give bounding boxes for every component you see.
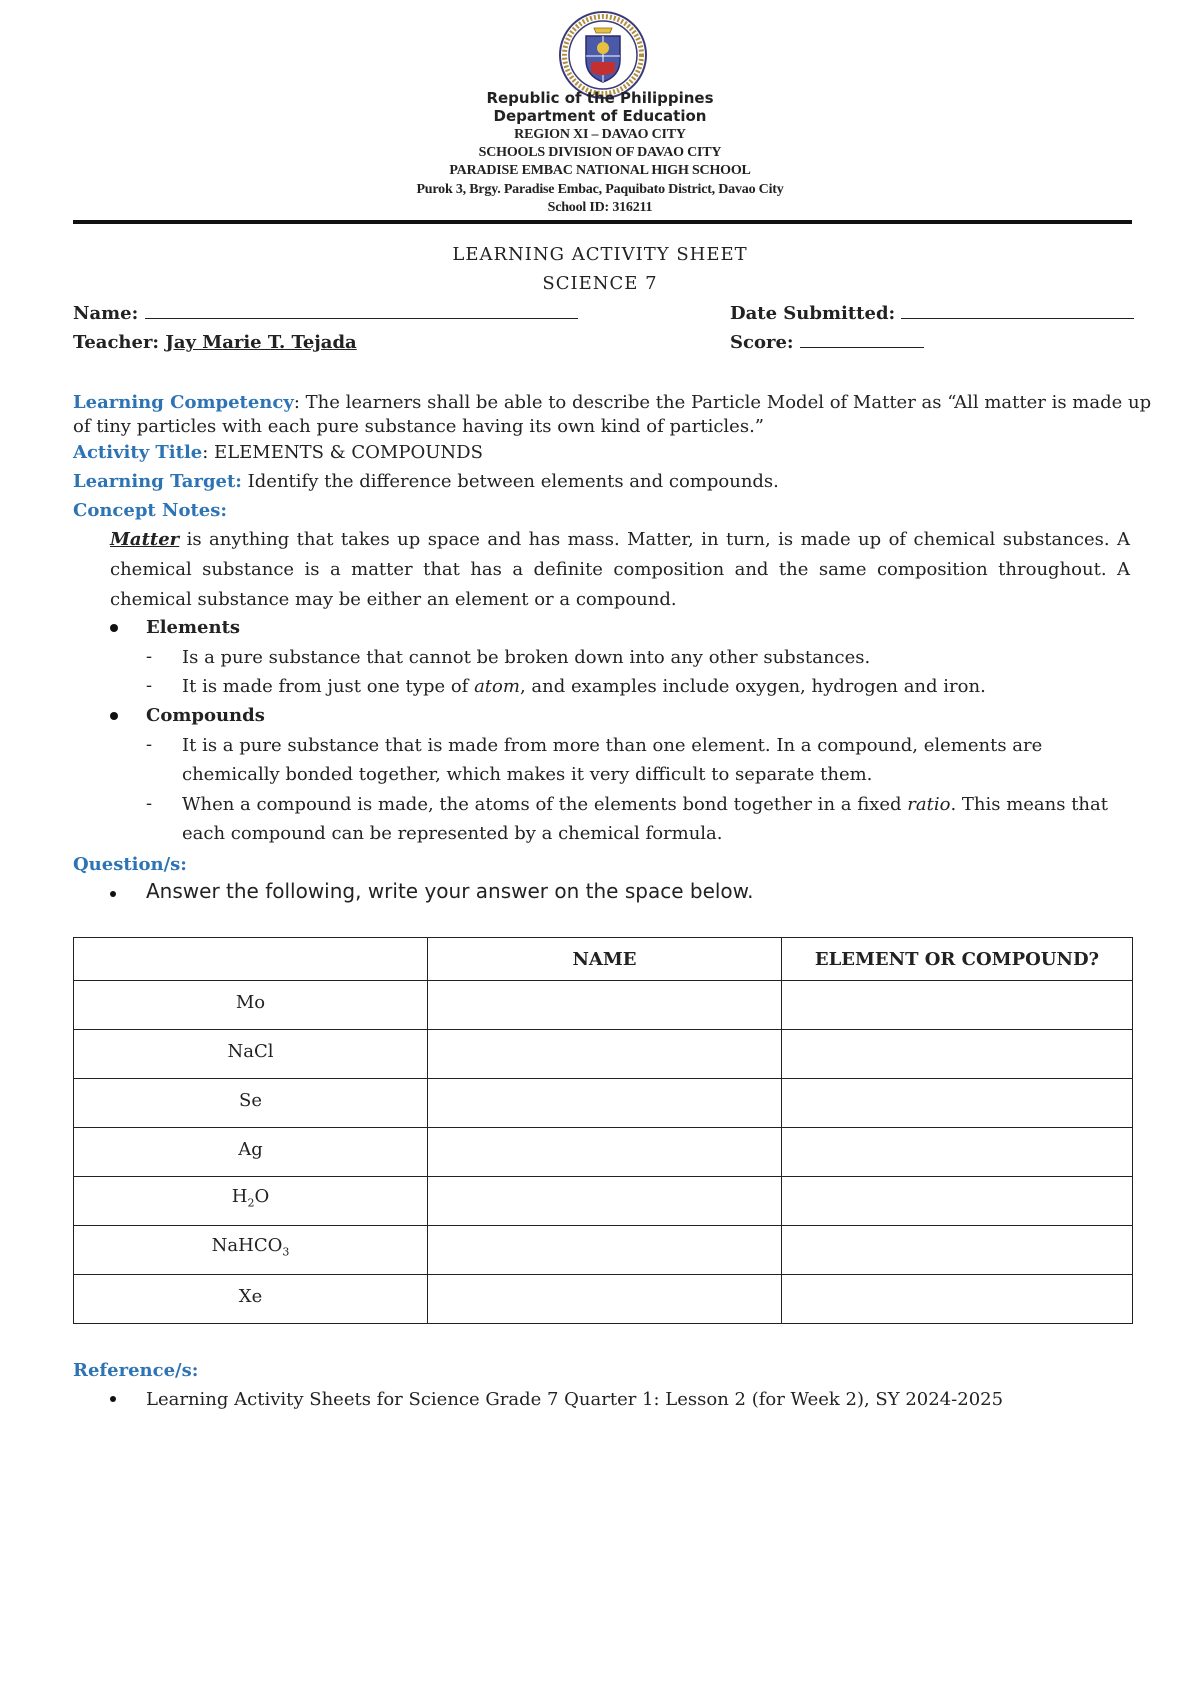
name-blank-line[interactable] <box>145 302 578 319</box>
learning-competency-label: Learning Competency <box>73 392 294 413</box>
elements-point-1: Is a pure substance that cannot be broken down into any other substances. <box>182 647 871 668</box>
compounds-bullet-icon <box>110 712 118 720</box>
name-field[interactable] <box>73 302 578 326</box>
name-answer-cell[interactable] <box>428 981 782 1030</box>
header-country: Republic of the Philippines <box>486 89 714 107</box>
header-school-id: School ID: 316211 <box>547 200 653 215</box>
question-instruction: Answer the following, write your answer on the space below. <box>146 879 754 903</box>
sheet-title: LEARNING ACTIVITY SHEET <box>452 244 748 265</box>
formula-cell: $H_2O$ <box>74 1177 428 1226</box>
compounds-point-2-head: When a compound is made, the atoms of the elements bond together in a fixed <box>182 794 908 815</box>
table-header-name: NAME <box>428 938 782 981</box>
dash-icon: - <box>146 675 153 696</box>
header-divider <box>73 220 1132 224</box>
name-answer-cell[interactable] <box>428 1177 782 1226</box>
formula-cell: NaCl <box>74 1030 428 1079</box>
elements-point-2-tail: , and examples include oxygen, hydrogen and iron. <box>519 676 986 697</box>
table-row <box>74 1030 1133 1079</box>
learning-target-label: Learning Target: <box>73 471 242 492</box>
name-answer-cell[interactable] <box>428 1275 782 1324</box>
reference-bullet-icon <box>110 1396 116 1402</box>
concept-notes-label: Concept Notes: <box>73 500 228 521</box>
date-submitted-label: Date Submitted: <box>730 303 896 324</box>
elements-bullet-icon <box>110 624 118 632</box>
compounds-point-1: It is a pure substance that is made from more than one element. In a compound, elements are chemically bonded together, which makes it very difficult to separate them. <box>182 735 1043 785</box>
matter-definition: is anything that takes up space and has mass. Matter, in turn, is made up of chemical substances. A chemical substance is a matter that has a definite composition and the same composition throughout. A chemical substance may be either an element or a compound. <box>110 529 1130 610</box>
compounds-heading: Compounds <box>146 705 265 726</box>
matter-paragraph <box>110 525 1130 615</box>
deped-seal-icon <box>558 10 648 100</box>
table-header-classification: ELEMENT OR COMPOUND? <box>782 938 1133 981</box>
formula-cell: Ag <box>74 1128 428 1177</box>
table-row <box>74 1275 1133 1324</box>
formula-cell: Xe <box>74 1275 428 1324</box>
table-row <box>74 1079 1133 1128</box>
date-blank-line[interactable] <box>901 302 1134 319</box>
name-answer-cell[interactable] <box>428 1226 782 1275</box>
score-field[interactable] <box>730 331 924 355</box>
activity-title-label: Activity Title <box>73 442 203 463</box>
activity-title-text: : ELEMENTS & COMPOUNDS <box>202 442 483 463</box>
atom-word: atom <box>474 676 520 697</box>
header-division: SCHOOLS DIVISION OF DAVAO CITY <box>478 145 722 160</box>
classification-answer-cell[interactable] <box>782 1079 1133 1128</box>
teacher-field <box>73 331 357 355</box>
formula-cell: NaHCO$_3$ <box>74 1226 428 1275</box>
table-header-formula <box>74 938 428 981</box>
formula-cell: Se <box>74 1079 428 1128</box>
name-label: Name: <box>73 303 139 324</box>
learning-competency-line1 <box>73 391 1151 415</box>
sheet-subject: SCIENCE 7 <box>542 273 658 294</box>
classification-answer-cell[interactable] <box>782 1226 1133 1275</box>
header-department: Department of Education <box>493 107 707 125</box>
header-address: Purok 3, Brgy. Paradise Embac, Paquibato District, Davao City <box>416 182 784 197</box>
learning-competency-text: : The learners shall be able to describe the Particle Model of Matter as “All matter is made up <box>293 392 1152 413</box>
classification-answer-cell[interactable] <box>782 1128 1133 1177</box>
ratio-word: ratio <box>907 794 951 815</box>
references-label: Reference/s: <box>73 1360 199 1381</box>
name-answer-cell[interactable] <box>428 1079 782 1128</box>
elements-heading: Elements <box>146 617 241 638</box>
elements-point-2 <box>182 675 986 699</box>
score-blank-line[interactable] <box>800 331 924 348</box>
dash-icon: - <box>146 734 153 755</box>
classification-answer-cell[interactable] <box>782 1177 1133 1226</box>
table-row <box>74 1177 1133 1226</box>
classification-answer-cell[interactable] <box>782 1030 1133 1079</box>
teacher-name: Jay Marie T. Tejada <box>165 332 357 353</box>
learning-target-text: Identify the difference between elements and compounds. <box>241 471 779 492</box>
reference-item: Learning Activity Sheets for Science Grade 7 Quarter 1: Lesson 2 (for Week 2), SY 2024-2025 <box>146 1389 1004 1410</box>
learning-competency-line2: of tiny particles with each pure substance having its own kind of particles.” <box>73 416 764 437</box>
header-region: REGION XI – DAVAO CITY <box>514 127 686 142</box>
activity-title <box>73 441 483 465</box>
teacher-label: Teacher: <box>73 332 160 353</box>
learning-target <box>73 470 779 494</box>
dash-icon: - <box>146 646 153 667</box>
elements-point-2-head: It is made from just one type of <box>182 676 475 697</box>
table-row <box>74 1128 1133 1177</box>
header-school: PARADISE EMBAC NATIONAL HIGH SCHOOL <box>449 163 751 178</box>
answer-table <box>73 937 1133 1324</box>
classification-answer-cell[interactable] <box>782 1275 1133 1324</box>
formula-cell: Mo <box>74 981 428 1030</box>
compounds-point-2-tail: . This means that each compound can be represented by a chemical formula. <box>182 794 1108 844</box>
compounds-point-2 <box>182 790 1132 848</box>
name-answer-cell[interactable] <box>428 1128 782 1177</box>
classification-answer-cell[interactable] <box>782 981 1133 1030</box>
table-row <box>74 1226 1133 1275</box>
date-submitted-field[interactable] <box>730 302 1134 326</box>
question-bullet-icon <box>110 891 116 897</box>
table-row <box>74 981 1133 1030</box>
table-header-row <box>74 938 1133 981</box>
name-answer-cell[interactable] <box>428 1030 782 1079</box>
matter-word: Matter <box>110 529 180 550</box>
dash-icon: - <box>146 793 153 814</box>
score-label: Score: <box>730 332 794 353</box>
questions-label: Question/s: <box>73 854 187 875</box>
